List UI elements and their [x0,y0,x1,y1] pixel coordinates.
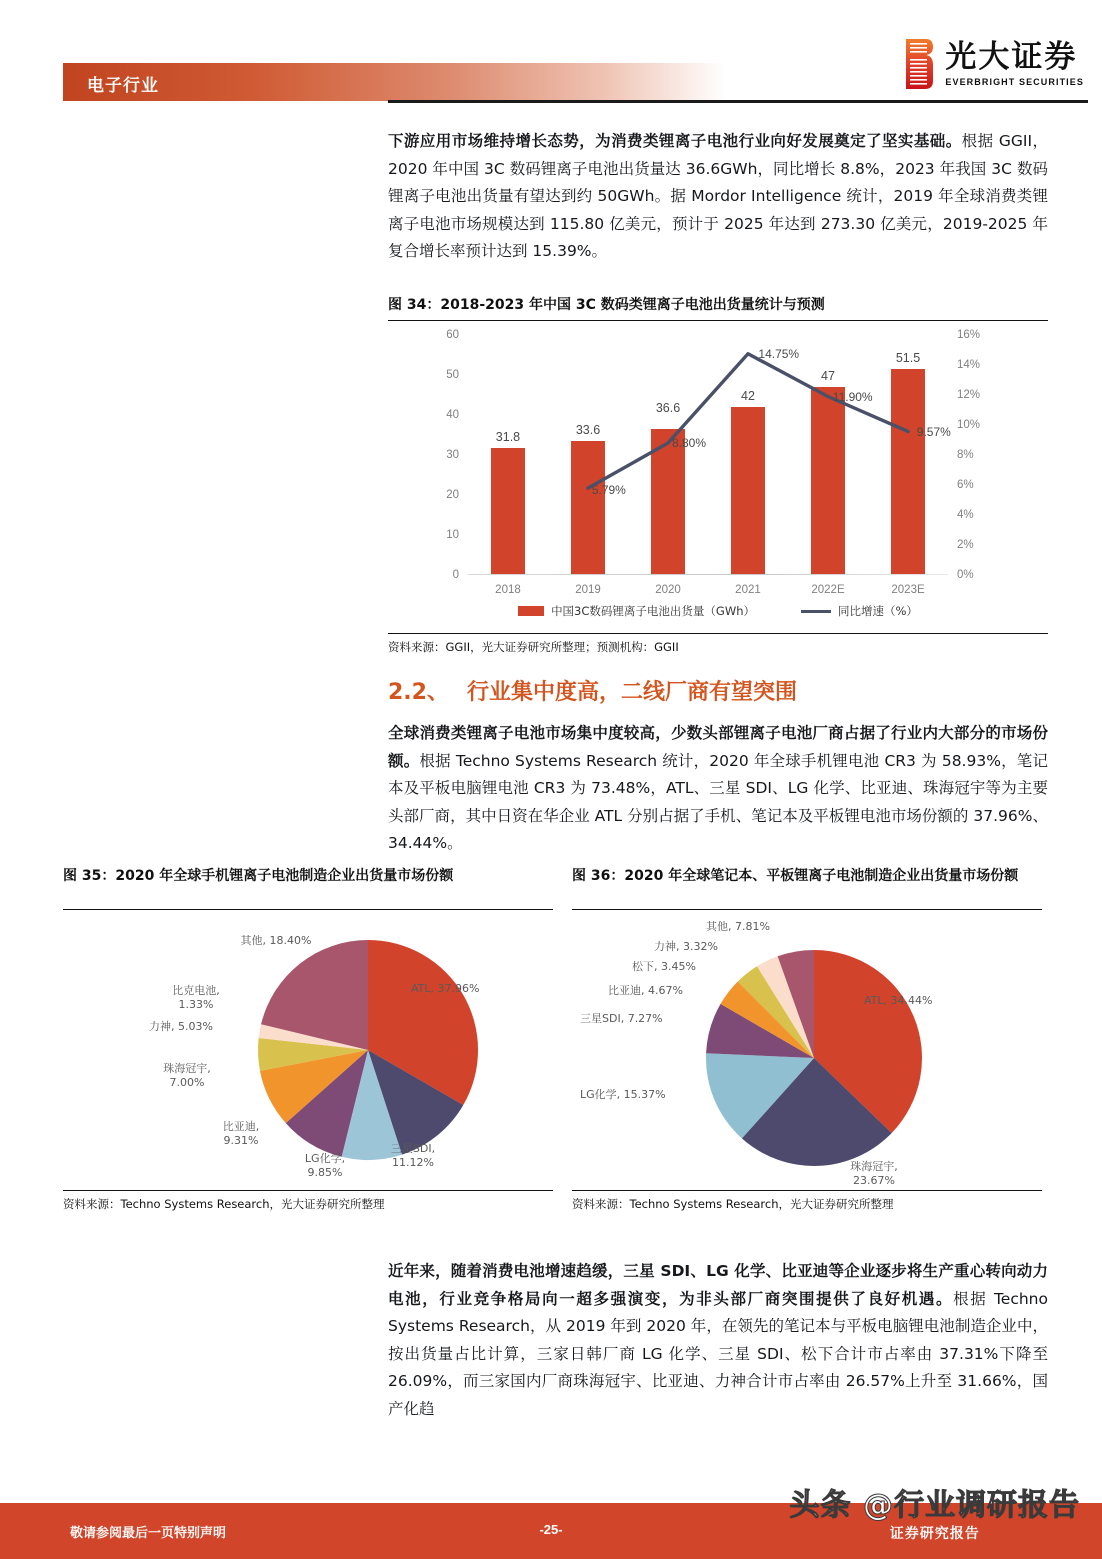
x-tick-label: 2020 [655,584,681,596]
pie-label-byd: 比亚迪, 4.67% [608,984,683,997]
pie-label-cosmx: 珠海冠宇, 23.67% [850,1160,898,1187]
line-value-label: 9.57% [916,425,951,439]
x-tick-label: 2018 [495,584,521,596]
y-tick-right: 14% [957,359,981,371]
figure-35-title: 图 35：2020 年全球手机锂离子电池制造企业出货量市场份额 [63,866,553,910]
pie-label-cosmx: 珠海冠宇, 7.00% [163,1062,211,1089]
figure-34-title: 图 34：2018-2023 年中国 3C 数码类锂离子电池出货量统计与预测 [388,295,1048,321]
y-tick-left: 30 [446,449,459,461]
y-tick-left: 10 [446,528,459,541]
figure-34-source: 资料来源：GGII，光大证券研究所整理；预测机构：GGII [388,633,1048,655]
bar-value-label: 51.5 [895,351,921,365]
pie-label-samsung: 三星SDI, 11.12% [390,1142,436,1169]
figure-36-title: 图 36：2020 年全球笔记本、平板锂离子电池制造企业出货量市场份额 [572,866,1042,910]
industry-tag-band [63,63,725,101]
header-divider-rule [388,100,1088,103]
paragraph-3-lead: 近年来，随着消费电池增速趋缓，三星 SDI、LG 化学、比亚迪等企业逐步将生产重心转向动力电池，行业竞争格局向一超多强演变，为非头部厂商突围提供了良好机遇。 [388,1262,1048,1308]
legend-item-growth [801,603,918,619]
bar-value-label: 36.6 [655,401,681,415]
line-value-label: 14.75% [758,347,800,361]
figure-34-chart [388,321,1048,633]
figure-36 [572,866,1042,1212]
line-value-label: 5.79% [591,483,626,497]
paragraph-2-block [388,720,1048,858]
everbright-logo-icon [904,38,934,90]
paragraph-2-lead: 全球消费类锂离子电池市场集中度较高，少数头部锂离子电池厂商占据了行业内大部分的市场份额。 [388,724,1048,770]
y-tick-left: 0 [452,569,459,581]
x-tick-label: 2022E [811,584,845,596]
line-value-label: 8.80% [672,436,707,450]
paragraph-2 [388,720,1048,858]
paragraph-1 [388,128,1048,266]
pie-label-panasonic: 松下, 3.45% [632,960,696,973]
y-tick-right: 8% [957,449,974,461]
y-tick-left: 60 [446,329,459,341]
y-tick-right: 10% [957,419,981,431]
y-tick-left: 50 [446,369,459,381]
figure-36-pie [572,910,1042,1190]
pie-label-lishen: 力神, 5.03% [149,1020,213,1033]
footer-disclaimer: 敬请参阅最后一页特别声明 [70,1526,227,1541]
pie-label-lishen: 力神, 3.32% [654,940,718,953]
figure-35-source: 资料来源：Techno Systems Research，光大证券研究所整理 [63,1190,553,1212]
footer-page-number: -25- [539,1522,563,1537]
watermark-main-text: 头条 @行业调研报告 [789,1488,1080,1523]
pie-label-lg: LG化学, 9.85% [304,1152,346,1179]
paragraph-1-block [388,128,1048,266]
y-tick-right: 16% [957,329,981,341]
brand-logo [904,38,1084,90]
legend-label: 同比增速（%） [837,604,918,618]
pie-label-atl: ATL, 37.96% [411,982,480,995]
bar-value-label: 33.6 [575,422,601,437]
x-axis-line [468,574,948,575]
pie-label-samsung: 三星SDI, 7.27% [580,1012,663,1025]
legend-item-shipments [518,603,755,619]
paragraph-1-rest: 根据 GGII，2020 年中国 3C 数码锂离子电池出货量达 36.6GWh，同比增长 8.8%，2023 年我国 3C 数码锂离子电池出货量有望达到约 50GWh。据 Mordor Intelligence 统计，2019 年全球消费类锂离子电池市场规模达到 115.80 亿美元，预计于 2025 年达到 273.30 亿美元，2019-2025 年复合增长率预计达到 15.39%。 [388,132,1048,260]
figure-34-legend [388,603,1048,619]
paragraph-2-rest: 根据 Techno Systems Research 统计，2020 年全球手机锂电池 CR3 为 58.93%，笔记本及平板电脑锂电池 CR3 为 73.48%，ATL、三星 SDI、LG 化学、比亚迪、珠海冠宇等为主要头部厂商，其中日资在华企业 ATL 分别占据了手机、笔记本及平板锂电池市场份额的 37.96%、34.44%。 [388,751,1048,852]
figure-35-chart [63,910,553,1190]
paragraph-3-rest: 根据 Techno Systems Research，从 2019 年到 2020 年，在领先的笔记本与平板电脑锂电池制造企业中，按出货量占比计算，三家日韩厂商 LG 化学、三星 SDI、松下合计市占率由 37.31%下降至 26.09%，而三家国内厂商珠海冠宇、比亚迪、力神合计市占率由 26.57%上升至 31.66%，国产化趋 [388,1289,1048,1418]
pie-label-byd: 比亚迪, 9.31% [222,1120,260,1147]
section-2-2-heading [388,675,1048,706]
watermark [789,1488,1080,1543]
section-number: 2.2、 [388,680,449,705]
page-header [0,0,1102,112]
pie-label-others: 其他, 18.40% [240,934,312,947]
y-tick-right: 6% [957,479,974,491]
paragraph-3-block [388,1258,1048,1423]
bar-value-label: 31.8 [495,429,521,444]
x-tick-label: 2023E [891,584,925,596]
y-tick-left: 40 [446,408,459,421]
watermark-sub-text: 证券研究报告 [889,1526,980,1542]
y-tick-right: 4% [957,509,974,521]
paragraph-1-lead: 下游应用市场维持增长态势，为消费类锂离子电池行业向好发展奠定了坚实基础。 [388,132,962,150]
pie-label-others: 其他, 7.81% [706,920,770,933]
brand-logo-text [945,38,1084,87]
legend-swatch-bar-icon [518,606,544,616]
bar-value-label: 42 [741,389,755,403]
figure-36-chart [572,910,1042,1190]
figure-34 [388,295,1048,655]
figure-34-plot-area [446,329,981,596]
x-tick-label: 2019 [575,584,601,596]
y-tick-right: 0% [957,569,974,581]
paragraph-3 [388,1258,1048,1423]
figure-35-pie [63,910,553,1190]
brand-name-en: EVERBRIGHT SECURITIES [945,76,1084,87]
pie-label-lg: LG化学, 15.37% [580,1088,666,1101]
legend-swatch-line-icon [801,610,831,613]
pie-label-atl: ATL, 34.44% [864,994,933,1007]
y-tick-left: 20 [446,489,459,501]
figure-35 [63,866,553,1212]
growth-rate-line [468,335,948,575]
legend-label: 中国3C数码锂离子电池出货量（GWh） [551,604,755,618]
figure-36-source: 资料来源：Techno Systems Research，光大证券研究所整理 [572,1190,1042,1212]
brand-name-cn: 光大证券 [945,38,1078,75]
y-tick-right: 12% [957,389,981,401]
pie-label-bak: 比克电池, 1.33% [172,984,220,1011]
section-title: 行业集中度高，二线厂商有望突围 [466,680,797,705]
bar-value-label: 47 [821,369,835,383]
line-value-label: 11.90% [832,390,873,404]
x-tick-label: 2021 [735,584,761,596]
industry-tag-label: 电子行业 [87,76,159,96]
y-tick-right: 2% [957,539,974,551]
